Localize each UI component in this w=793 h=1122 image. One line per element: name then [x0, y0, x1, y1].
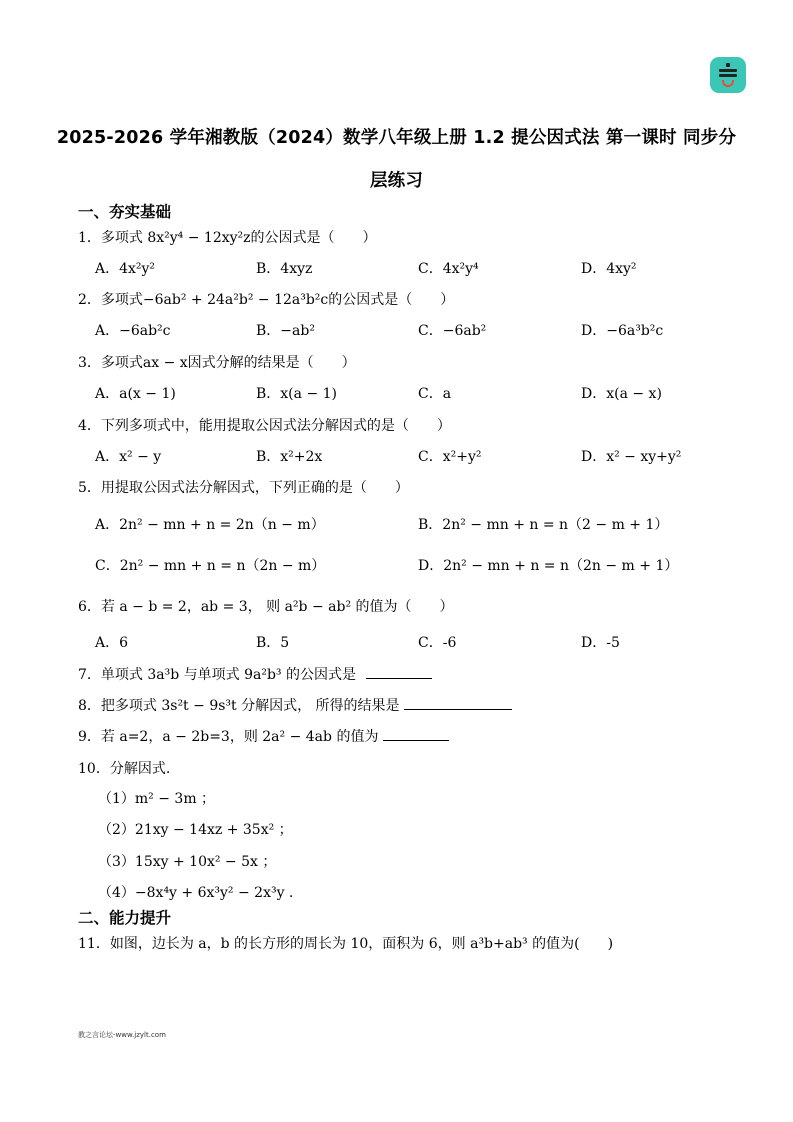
- question-4-option-d: D．x² − xy+y²: [581, 449, 682, 465]
- question-6-option-d: D．-5: [581, 635, 620, 651]
- question-3-option-b: B．x(a − 1): [256, 386, 337, 402]
- question-1-stem: 1．多项式 8x²y⁴ − 12xy²z的公因式是（ ）: [78, 230, 377, 246]
- question-4-option-b: B．x²+2x: [256, 449, 323, 465]
- question-10-part-3: （3）15xy + 10x² − 5x ；: [98, 854, 277, 870]
- question-5-option-c: C．2n² − mn + n = n（2n − m）: [95, 558, 326, 574]
- question-3-option-a: A．a(x − 1): [95, 386, 176, 402]
- question-2-option-a: A．−6ab²c: [95, 323, 171, 339]
- question-3-stem: 3．多项式ax − x因式分解的结果是（ ）: [78, 355, 356, 371]
- question-4-option-c: C．x²+y²: [418, 449, 482, 465]
- question-4-stem: 4．下列多项式中，能用提取公因式法分解因式的是（ ）: [78, 418, 451, 434]
- question-8-stem: 8．把多项式 3s²t − 9s³t 分解因式， 所得的结果是: [78, 698, 400, 714]
- question-6-option-c: C．-6: [418, 635, 457, 651]
- question-3-option-d: D．x(a − x): [581, 386, 662, 402]
- question-9-answer-blank[interactable]: [383, 726, 449, 741]
- question-10-part-4: （4）−8x⁴y + 6x³y² − 2x³y .: [98, 885, 294, 901]
- question-5-option-d: D．2n² − mn + n = n（2n − m + 1）: [418, 558, 679, 574]
- question-11-stem: 11．如图，边长为 a，b 的长方形的周长为 10，面积为 6，则 a³b+ab³ 的值为( ): [78, 936, 614, 952]
- question-3-option-c: C．a: [418, 386, 452, 402]
- question-7-stem: 7．单项式 3a³b 与单项式 9a²b³ 的公因式是: [78, 667, 356, 683]
- doc-title-line1: 2025-2026 学年湘教版（2024）数学八年级上册 1.2 提公因式法 第一课时 同步分: [56, 128, 737, 148]
- question-2-option-c: C．−6ab²: [418, 323, 487, 339]
- question-1-option-a: A．4x²y²: [95, 261, 156, 277]
- question-9: [78, 726, 449, 746]
- question-9-stem: 9．若 a=2，a − 2b=3，则 2a² − 4ab 的值为: [78, 729, 379, 745]
- question-10-part-1: （1）m² − 3m ；: [98, 791, 216, 807]
- page-footer: 教之言论坛-www.jzylt.com: [78, 1031, 166, 1039]
- question-4-option-a: A．x² − y: [95, 449, 162, 465]
- question-8: [78, 695, 512, 715]
- question-7-answer-blank[interactable]: [366, 664, 432, 679]
- question-8-answer-blank[interactable]: [404, 695, 512, 710]
- question-5-option-a: A．2n² − mn + n = 2n（n − m）: [95, 517, 325, 533]
- question-2-option-b: B．−ab²: [256, 323, 315, 339]
- question-1-option-b: B．4xyz: [256, 261, 313, 277]
- section-heading-advanced: 二、能力提升: [78, 909, 172, 927]
- question-6-option-a: A．6: [95, 635, 129, 651]
- section-heading-basic: 一、夯实基础: [78, 203, 172, 221]
- question-6-stem: 6．若 a − b = 2，ab = 3， 则 a²b − ab² 的值为（ ）: [78, 599, 454, 615]
- question-5-option-b: B．2n² − mn + n = n（2 − m + 1）: [418, 517, 669, 533]
- question-1-option-d: D．4xy²: [581, 261, 637, 277]
- question-10-part-2: （2）21xy − 14xz + 35x² ；: [98, 822, 293, 838]
- question-5-stem: 5．用提取公因式法分解因式，下列正确的是（ ）: [78, 480, 409, 496]
- question-10-stem: 10．分解因式.: [78, 761, 171, 777]
- question-6-option-b: B．5: [256, 635, 290, 651]
- question-2-stem: 2．多项式−6ab² + 24a²b² − 12a³b²c的公因式是（ ）: [78, 292, 455, 308]
- question-2-option-d: D．−6a³b²c: [581, 323, 664, 339]
- site-logo: [710, 57, 746, 93]
- doc-title-line2: 层练习: [369, 171, 424, 191]
- question-1-option-c: C．4x²y⁴: [418, 261, 479, 277]
- question-7: [78, 664, 432, 684]
